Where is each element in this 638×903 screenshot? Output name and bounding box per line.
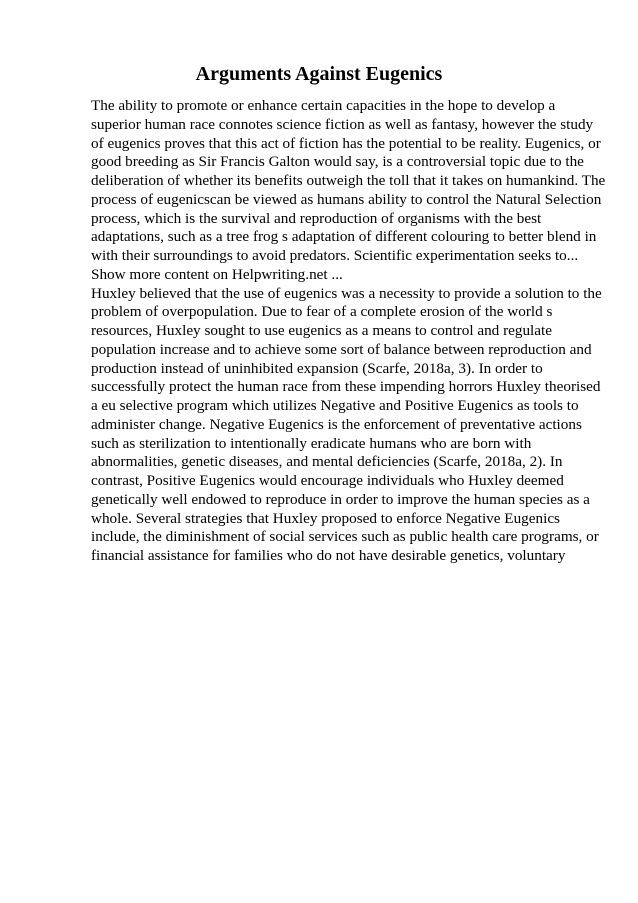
body-text-line: resources, Huxley sought to use eugenics as a means to control and regulate	[91, 322, 552, 339]
body-text-line: a eu selective program which utilizes Negative and Positive Eugenics as tools to	[91, 397, 579, 414]
body-text-line: process of eugenicscan be viewed as humans ability to control the Natural Selection	[91, 190, 602, 208]
body-text-line: population increase and to achieve some sort of balance between reproduction and	[91, 340, 592, 358]
body-text-line: contrast, Positive Eugenics would encourage individuals who Huxley deemed	[91, 472, 564, 489]
body-text-line: deliberation of whether its benefits outweigh the toll that it takes on humankind. The	[91, 172, 606, 189]
body-text-line: process, which is the survival and reproduction of organisms with the best	[91, 209, 542, 227]
body-text-line: include, the diminishment of social services such as public health care programs, or	[91, 528, 599, 546]
body-text-line: such as sterilization to intentionally eradicate humans who are born with	[91, 434, 532, 452]
body-text-line: adaptations, such as a tree frog s adaptation of different colouring to better blend in	[91, 228, 597, 246]
body-text-line: whole. Several strategies that Huxley proposed to enforce Negative Eugenics	[91, 509, 560, 527]
body-text-line: genetically well endowed to reproduce in order to improve the human species as a	[91, 490, 590, 508]
body-text-line: The ability to promote or enhance certain capacities in the hope to develop a	[91, 97, 556, 114]
body-text-line: with their surroundings to avoid predators. Scientific experimentation seeks to...	[91, 247, 579, 264]
document-title: Arguments Against Eugenics	[195, 63, 443, 85]
body-text-line: of eugenics proves that this act of fiction has the potential to be reality. Eugenics, or	[91, 134, 601, 152]
body-text-line: good breeding as Sir Francis Galton would say, is a controversial topic due to the	[91, 153, 584, 171]
body-text-line: administer change. Negative Eugenics is the enforcement of preventative actions	[91, 415, 582, 433]
body-text-line: financial assistance for families who do not have desirable genetics, voluntary	[91, 547, 566, 564]
body-text-line: production instead of uninhibited expansion (Scarfe, 2018a, 3). In order to	[91, 359, 543, 377]
body-text-line: Show more content on Helpwriting.net ...	[91, 265, 343, 283]
body-text-line: abnormalities, genetic diseases, and mental deficiencies (Scarfe, 2018a, 2). In	[91, 453, 563, 471]
body-text-line: successfully protect the human race from these impending horrors Huxley theorised	[91, 378, 601, 396]
body-text-line: problem of overpopulation. Due to fear of a complete erosion of the world s	[91, 303, 553, 321]
body-text-line: Huxley believed that the use of eugenics was a necessity to provide a solution to the	[91, 284, 602, 302]
body-text-line: superior human race connotes science fiction as well as fantasy, however the study	[91, 115, 594, 133]
